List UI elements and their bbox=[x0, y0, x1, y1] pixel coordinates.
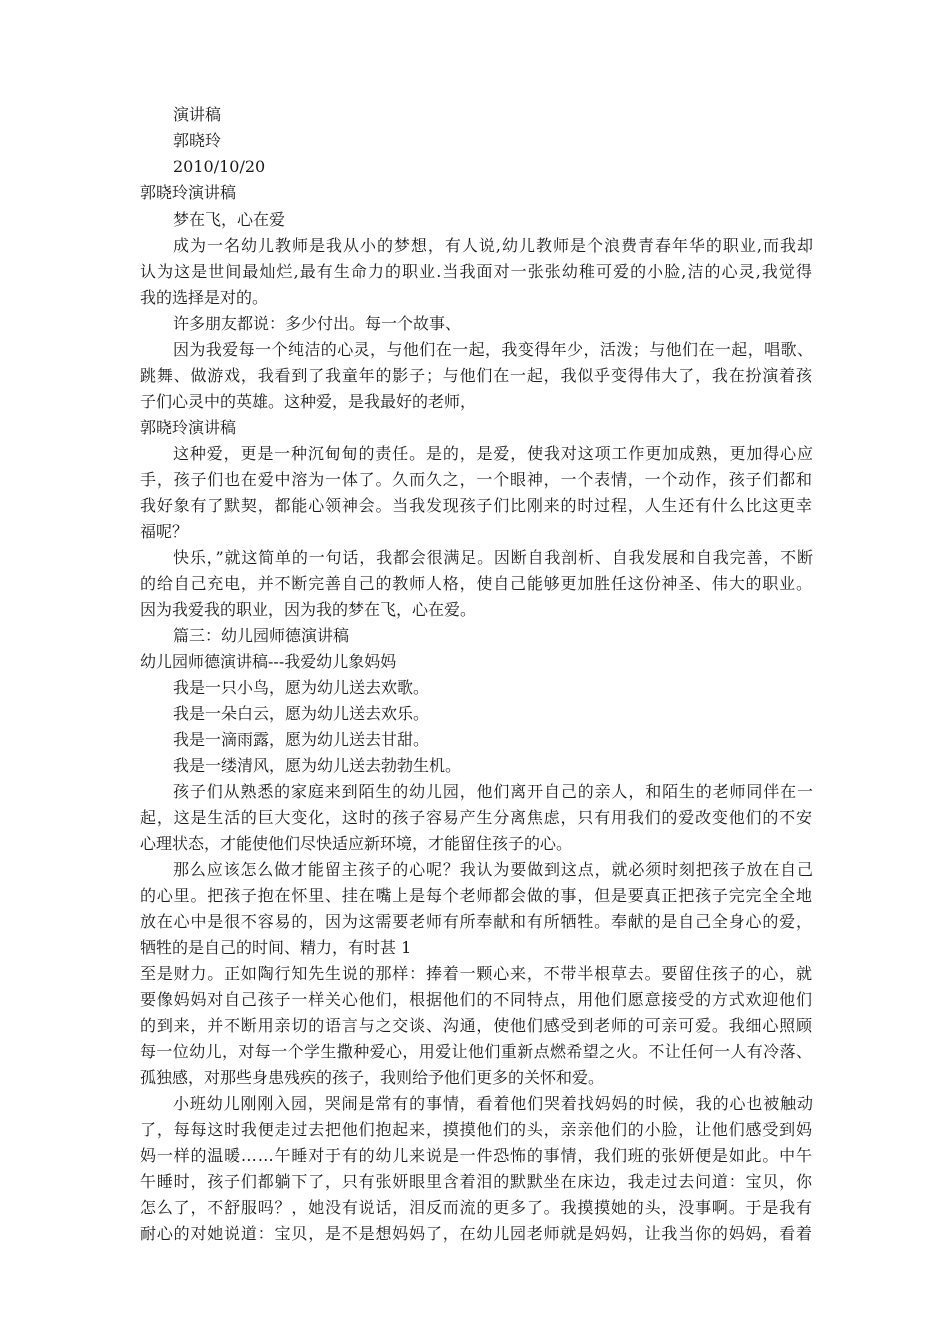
text-line bbox=[0, 207, 950, 233]
text-line-content: 因为我爱每一个纯洁的心灵，与他们在一起，我变得年少，活泼；与他们在一起，唱歌、 bbox=[173, 340, 814, 359]
text-line-content: 心理状态，才能使他们尽快适应新环境，才能留住孩子的心。 bbox=[140, 834, 573, 853]
text-line-content: 手，孩子们也在爱中溶为一体了。久而久之，一个眼神，一个表情，一个动作，孩子们都和 bbox=[140, 470, 813, 489]
text-line bbox=[0, 493, 950, 519]
text-line-content: 耐心的对她说道：宝贝，是不是想妈妈了，在幼儿园老师就是妈妈，让我当你的妈妈，看着 bbox=[140, 1224, 813, 1243]
text-line bbox=[0, 1221, 950, 1247]
text-line bbox=[0, 857, 950, 883]
text-line bbox=[0, 128, 950, 154]
text-line-content: 了，每每这时我便走过去把他们抱起来，摸摸他们的头，亲亲他们的小脸，让他们感受到妈 bbox=[140, 1120, 813, 1139]
text-line bbox=[0, 1013, 950, 1039]
text-line bbox=[0, 935, 950, 961]
text-line bbox=[0, 571, 950, 597]
text-line-content: 幼儿园师德演讲稿---我爱幼儿象妈妈 bbox=[140, 652, 397, 671]
text-line-content: 我是一只小鸟，愿为幼儿送去欢歌。 bbox=[173, 678, 430, 697]
text-line bbox=[0, 1039, 950, 1065]
text-line bbox=[0, 389, 950, 415]
text-line bbox=[0, 259, 950, 285]
text-line bbox=[0, 597, 950, 623]
text-line-content: 子们心灵中的英雄。这种爱，是我最好的老师， bbox=[140, 392, 477, 411]
text-line bbox=[0, 649, 950, 675]
text-line bbox=[0, 1117, 950, 1143]
text-line bbox=[0, 753, 950, 779]
text-line bbox=[0, 727, 950, 753]
text-line-content: 我是一滴雨露，愿为幼儿送去甘甜。 bbox=[173, 730, 430, 749]
text-line-content: 怎么了，不舒服吗？，她没有说话，泪反而流的更多了。我摸摸她的头，没事啊。于是我有 bbox=[140, 1198, 813, 1217]
text-line-content: 至是财力。正如陶行知先生说的那样：捧着一颗心来，不带半根草去。要留住孩子的心，就 bbox=[140, 964, 813, 983]
text-line-content: 那么应该怎么做才能留主孩子的心呢？我认为要做到这点，就必须时刻把孩子放在自己 bbox=[173, 860, 814, 879]
text-line-content: 我是一朵白云，愿为幼儿送去欢乐。 bbox=[173, 704, 430, 723]
text-line-content: 梦在飞，心在爱 bbox=[173, 210, 286, 229]
text-line-content: 福呢？ bbox=[140, 522, 189, 541]
text-line bbox=[0, 441, 950, 467]
text-line bbox=[0, 415, 950, 441]
text-line-content: 跳舞、做游戏，我看到了我童年的影子；与他们在一起，我似乎变得伟大了，我在扮演着孩 bbox=[140, 366, 813, 385]
text-line-content: 小班幼儿刚刚入园，哭闹是常有的事情，看着他们哭着找妈妈的时候，我的心也被触动 bbox=[173, 1094, 814, 1113]
text-line bbox=[0, 1195, 950, 1221]
text-line bbox=[0, 285, 950, 311]
text-line-content: 快乐，”就这简单的一句话，我都会很满足。因断自我剖析、自我发展和自我完善，不断 bbox=[173, 548, 814, 567]
text-line bbox=[0, 233, 950, 259]
text-line-content: 篇三：幼儿园师德演讲稿 bbox=[173, 626, 350, 645]
text-line-content: 郭晓玲演讲稿 bbox=[140, 418, 237, 437]
text-line bbox=[0, 883, 950, 909]
text-line bbox=[0, 519, 950, 545]
text-line bbox=[0, 154, 950, 180]
text-line bbox=[0, 961, 950, 987]
text-line bbox=[0, 675, 950, 701]
text-line bbox=[0, 311, 950, 337]
text-line bbox=[0, 1169, 950, 1195]
text-line-content: 孩子们从熟悉的家庭来到陌生的幼儿园，他们离开自己的亲人，和陌生的老师同伴在一 bbox=[173, 782, 814, 801]
text-line bbox=[0, 363, 950, 389]
text-line-content: 的到来，并不断用亲切的语言与之交谈、沟通，使他们感受到老师的可亲可爱。我细心照顾 bbox=[140, 1016, 813, 1035]
text-line-content: 我好象有了默契，都能心领神会。当我发现孩子们比刚来的时过程，人生还有什么比这更幸 bbox=[140, 496, 813, 515]
text-line-content: 2010/10/20 bbox=[173, 157, 266, 176]
text-line-content: 的给自己充电，并不断完善自己的教师人格，使自己能够更加胜任这份神圣、伟大的职业。 bbox=[140, 574, 813, 593]
text-line-content: 放在心中是很不容易的，因为这需要老师有所奉献和有所牺牲。奉献的是自己全身心的爱， bbox=[140, 912, 813, 931]
text-line-content: 每一位幼儿，对每一个学生撒种爱心，用爱让他们重新点燃希望之火。不让任何一人有冷落、 bbox=[140, 1042, 813, 1061]
text-line bbox=[0, 701, 950, 727]
text-line-content: 午睡时，孩子们都躺下了，只有张妍眼里含着泪的默默坐在床边，我走过去问道：宝贝，你 bbox=[140, 1172, 813, 1191]
text-line-content: 牺牲的是自己的时间、精力，有时甚 1 bbox=[140, 938, 412, 957]
text-line-content: 妈一样的温暖……午睡对于有的幼儿来说是一件恐怖的事情，我们班的张妍便是如此。中午 bbox=[140, 1146, 813, 1165]
text-line bbox=[0, 805, 950, 831]
text-line bbox=[0, 779, 950, 805]
text-line bbox=[0, 623, 950, 649]
text-line-content: 演讲稿 bbox=[173, 105, 222, 124]
text-line bbox=[0, 337, 950, 363]
text-line-content: 我的选择是对的。 bbox=[140, 288, 269, 307]
text-line bbox=[0, 545, 950, 571]
text-line-content: 的心里。把孩子抱在怀里、挂在嘴上是每个老师都会做的事，但是要真正把孩子完完全全地 bbox=[140, 886, 813, 905]
text-line-content: 许多朋友都说：多少付出。每一个故事、 bbox=[173, 314, 462, 333]
text-line-content: 因为我爱我的职业，因为我的梦在飞，心在爱。 bbox=[140, 600, 477, 619]
text-line-content: 孤独感，对那些身患残疾的孩子，我则给予他们更多的关怀和爱。 bbox=[140, 1068, 605, 1087]
text-line bbox=[0, 1143, 950, 1169]
text-line bbox=[0, 467, 950, 493]
text-line bbox=[0, 987, 950, 1013]
text-line-content: 郭晓玲 bbox=[173, 131, 222, 150]
text-line-content: 要像妈妈对自己孩子一样关心他们，根据他们的不同特点，用他们愿意接受的方式欢迎他们 bbox=[140, 990, 813, 1009]
text-line-content: 认为这是世间最灿烂,最有生命力的职业.当我面对一张张幼稚可爱的小脸,洁的心灵,我觉得 bbox=[140, 262, 814, 281]
text-line-content: 这种爱，更是一种沉甸甸的责任。是的，是爱，使我对这项工作更加成熟，更加得心应 bbox=[173, 444, 814, 463]
text-line-content: 起，这是生活的巨大变化，这时的孩子容易产生分离焦虑，只有用我们的爱改变他们的不安 bbox=[140, 808, 813, 827]
text-line-content: 郭晓玲演讲稿 bbox=[140, 183, 237, 202]
text-line-content: 我是一缕清风，愿为幼儿送去勃勃生机。 bbox=[173, 756, 462, 775]
text-line bbox=[0, 831, 950, 857]
text-line bbox=[0, 180, 950, 206]
text-line bbox=[0, 1065, 950, 1091]
text-line bbox=[0, 102, 950, 128]
text-line-content: 成为一名幼儿教师是我从小的梦想，有人说,幼儿教师是个浪费青春年华的职业,而我却 bbox=[173, 236, 814, 255]
text-line bbox=[0, 1091, 950, 1117]
text-line bbox=[0, 909, 950, 935]
